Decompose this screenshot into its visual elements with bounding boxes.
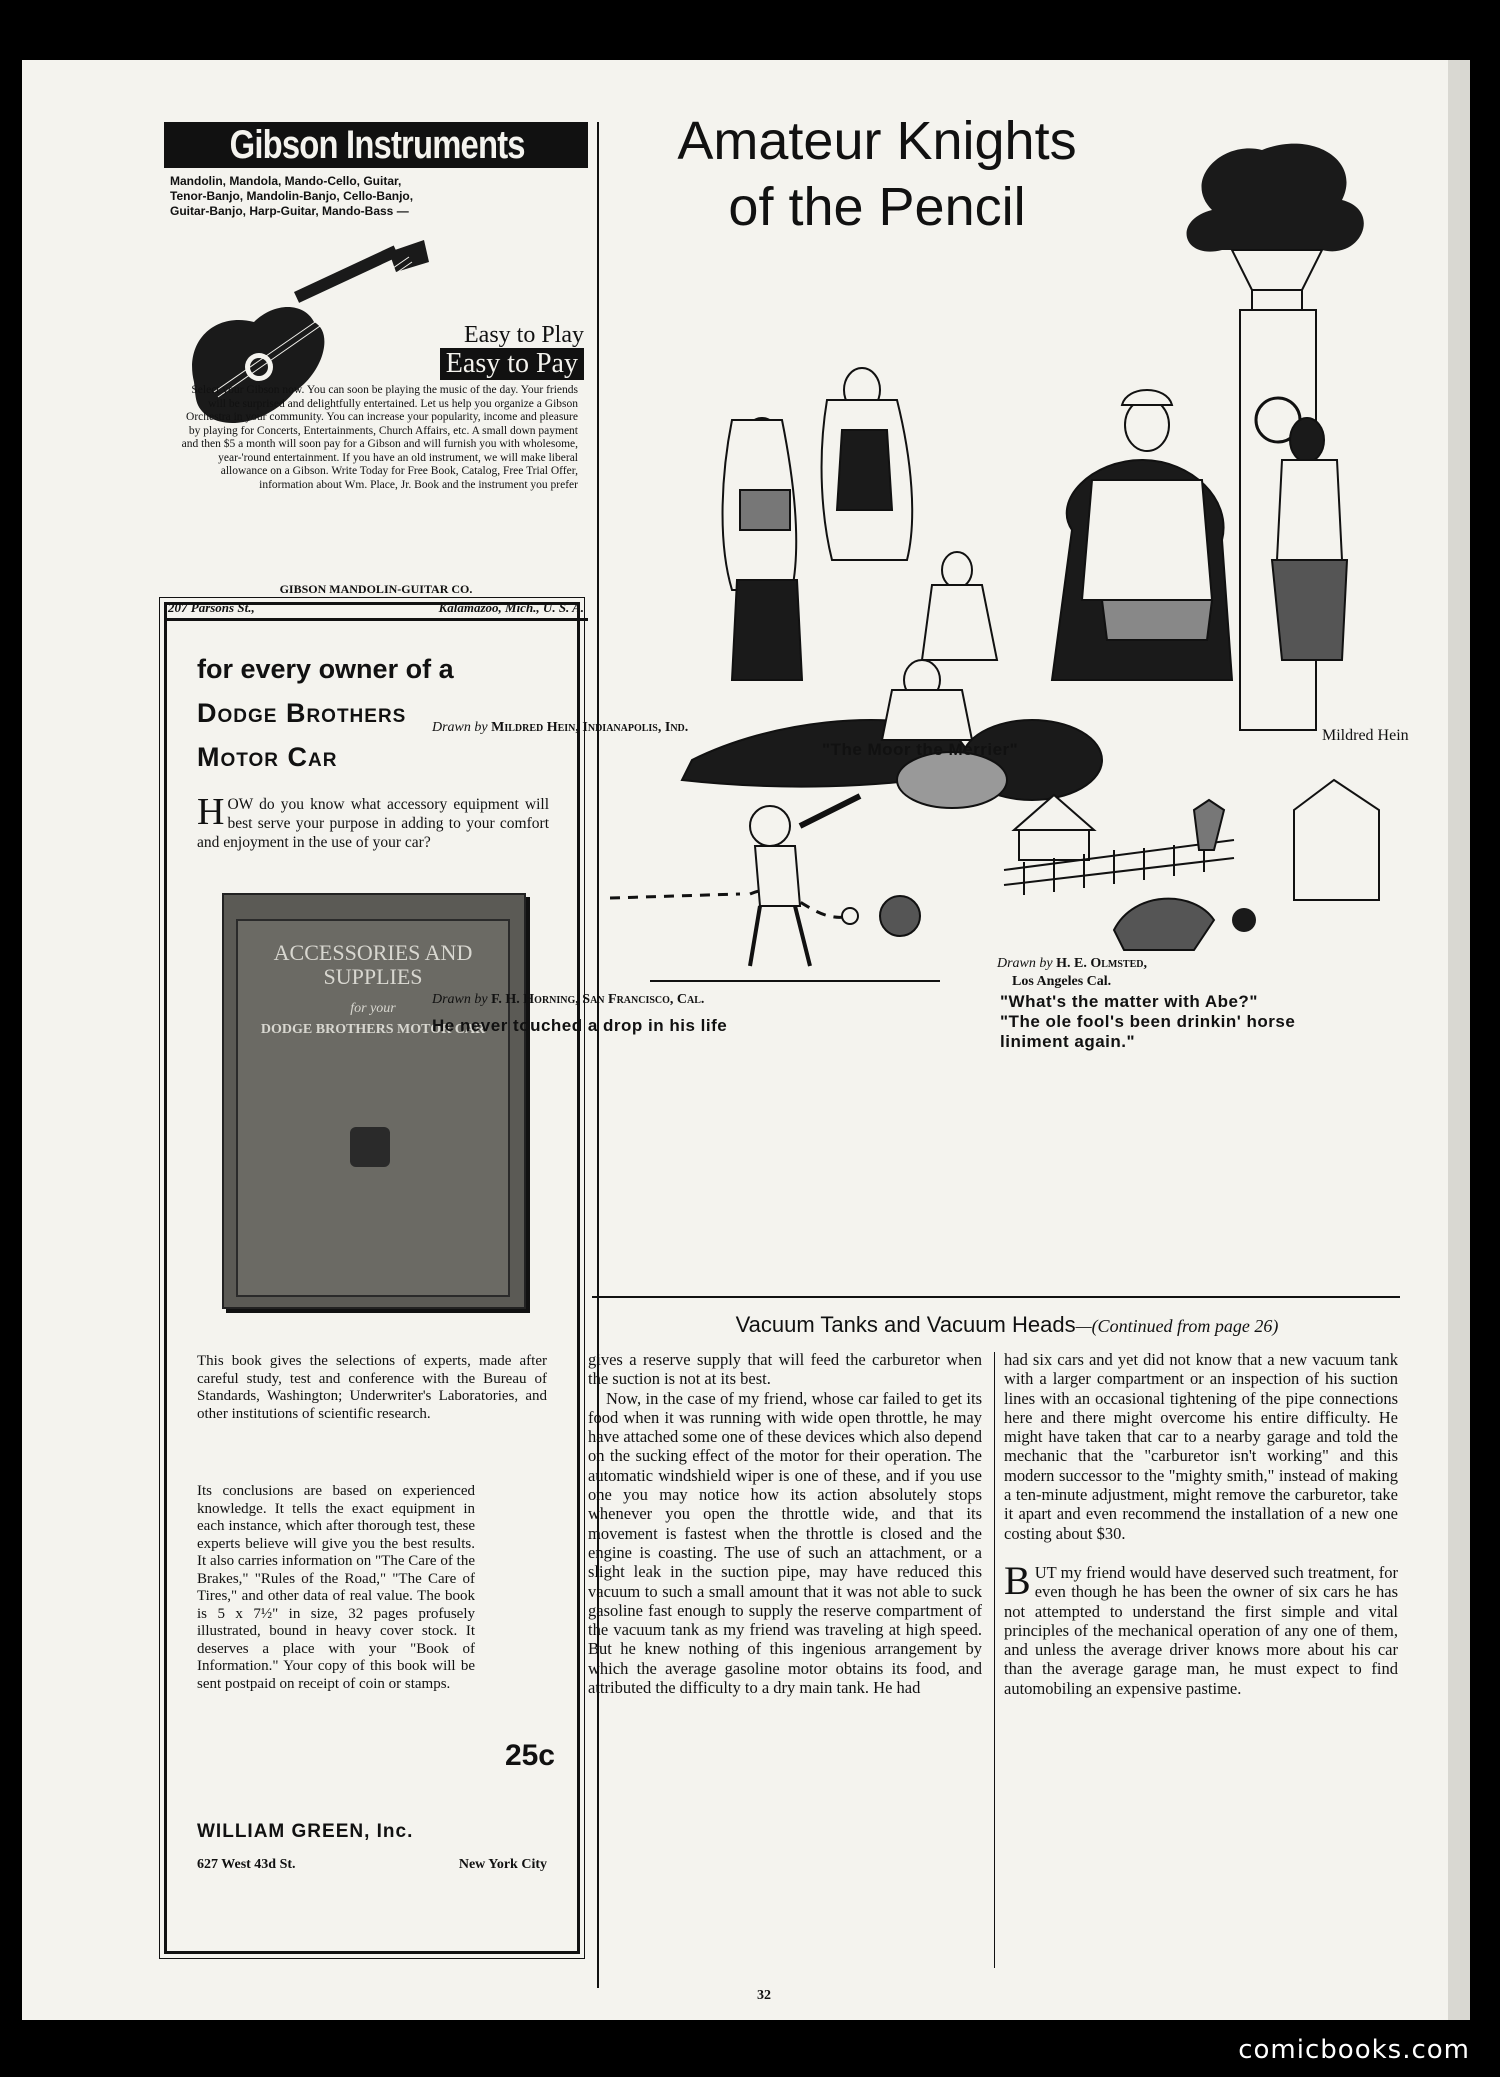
dodge-street: 627 West 43d St. [197,1857,296,1872]
drop-cap: B [1004,1557,1031,1603]
headline-line1: Amateur Knights [677,111,1077,171]
gibson-ad-title: Gibson Instruments [164,122,588,168]
credit-horning: Drawn by F. H. Horning, San Francisco, Cal. [432,992,705,1007]
article-paragraph: had six cars and yet did not know that a new vacuum tank with a larger compartment or an inspection of his suction lines with an occasional tightening of the pipe connections here and there might overcome his entire difficulty. He might have taken that car to a nearby garage and told the mechanic that the "carburetor isn't working" and this modern successor to the "mighty smith," instead of making a ten-minute adjustment, might remove the carburetor, take it apart and even recommend the installation of a new one costing about $30. [1004,1350,1398,1543]
dodge-address [197,1857,547,1873]
dodge-paragraph-1: This book gives the selections of experts, made after careful study, test and conference with the Bureau of Standards, Washington; Underwriter's Laboratories, and other institutions of scientific research. [197,1353,547,1422]
drop-cap: H [197,791,225,833]
gibson-street: 207 Parsons St., [168,600,255,615]
article-column-right [1004,1350,1398,1698]
headline-line2: of the Pencil [728,177,1026,237]
gibson-city: Kalamazoo, Mich., U. S. A. [438,600,584,615]
book-cover-title: ACCESSORIES AND SUPPLIES [273,940,473,989]
accessories-book-image [222,893,526,1309]
credit-olmsted: Drawn by H. E. Olmsted, [997,956,1147,971]
caption-abe-line1: "What's the matter with Abe?" [1000,992,1258,1011]
gibson-ad [164,122,588,621]
article-paragraph: Now, in the case of my friend, whose car failed to get its food when it was running with wide open throttle, he may have attached some one of these devices which also depend on the sucking effect of the motor for their operation. The automatic windshield wiper is one of these, and if you use one you may notice how its action absolutely stops whenever you open the throttle wide, and that its movement is fastest when the throttle is closed and the engine is coasting. The use of such an attachment, or a slight leak in the suction pipe, may have reduced this vacuum to such a small amount that it was not able to suck gasoline fast enough to supply the reserve compartment of the vacuum tank as my friend was traveling at high speed. But he knew nothing of this ingenious arrangement by which the average gasoline motor obtains its food, and attributed the difficulty to a dry main tank. He had [588,1388,982,1698]
book-cover-for: for your [350,1001,396,1016]
dodge-title-line3: Motor Car [197,742,338,772]
article-heading [612,1312,1402,1338]
dodge-paragraph-2: Its conclusions are based on experienced knowledge. It tells the exact equipment in each instance, which after thorough test, these experts believe will give you the best results. It also carries information on "The Care of the Brakes," "Rules of the Road," "The Care of Tires," and other data of real value. The book is 5 x 7½" in size, 32 pages profusely illustrated, bound in heavy cover stock. It deserves a place with your "Book of Information." Your copy of this book will be sent postpaid on receipt of coin or stamps. [197,1483,475,1692]
section-divider [592,1296,1400,1298]
article-title: Vacuum Tanks and Vacuum Heads [735,1312,1076,1337]
magazine-page [22,60,1470,2020]
article-column-left [588,1350,982,1697]
gibson-instrument-list: Mandolin, Mandola, Mando-Cello, Guitar, Tenor-Banjo, Mandolin-Banjo, Cello-Banjo, Guitar-Banjo, Harp-Guitar, Mando-Bass — [170,174,414,218]
gibson-slogan-pay: Easy to Pay [440,348,584,380]
dodge-question-text: OW do you know what accessory equipment will best serve your purpose in adding to your comfort and enjoyment in the use of your car? [197,796,549,851]
page-spine [1448,60,1470,2020]
farm-cartoon [994,770,1382,970]
dodge-company: WILLIAM GREEN, Inc. [197,1821,414,1842]
artist-signature: Mildred Hein [1322,727,1409,744]
article-paragraph: gives a reserve supply that will feed the carburetor when the suction is not at its best. [588,1350,982,1389]
book-cover-subtitle: DODGE BROTHERS MOTOR CAR [260,1022,486,1037]
article-continued: —(Continued from page 26) [1075,1316,1279,1336]
gibson-ad-body: Select your Gibson now. You can soon be playing the music of the day. Your friends will be surprised and delightfully entertained. Let us help you organize a Gibson Orchestra in your community. You can increase your popularity, income and pleasure by playing for Concerts, Entertainments, Church Affairs, etc. A small down payment and then $5 a month will soon pay for a Gibson and will furnish you with wholesome, year-'round entertainment. If you have an old instrument, we will make liberal allowance on a Gibson. Write Today for Free Book, Catalog, Free Trial Offer, information about Wm. Place, Jr. Book and the instrument you prefer [181,384,578,491]
dodge-question [197,791,549,852]
caption-never-touched: He never touched a drop in his life [432,1016,728,1035]
credit-olmsted-place: Los Angeles Cal. [1012,974,1112,989]
article-paragraph: BUT my friend would have deserved such treatment, for even though he has been the owner of six cars he has not attempted to understand the first simple and vital principles of the mechanical operation of any one of them, and unless the average driver knows more about his car than the average garage man, he must expect to find automobiling an expensive pastime. [1004,1557,1398,1698]
caption-abe-line3: liniment again." [1000,1032,1136,1051]
page-number: 32 [757,1988,771,2003]
dodge-title-line1: for every owner of a [197,654,454,684]
article-column-divider [994,1352,995,1968]
caption-moor-merrier: "The Moor the Merrier" [822,740,1019,759]
credit-hein: Drawn by Mildred Hein, Indianapolis, Ind. [432,720,689,735]
site-watermark: comicbooks.com [1238,2035,1470,2065]
gibson-company: GIBSON MANDOLIN-GUITAR CO. [279,582,473,596]
dodge-title-line2: Dodge Brothers [197,698,407,728]
column-divider [597,122,599,1988]
baseball-cartoon [610,766,980,1012]
dodge-ad-title [197,647,557,779]
caption-abe-line2: "The ole fool's been drinkin' horse [1000,1012,1296,1031]
dodge-city: New York City [458,1857,547,1872]
dodge-price: 25c [504,1739,555,1772]
gibson-slogan-play: Easy to Play [464,322,584,348]
dodge-ad [164,602,580,1954]
book-clasp [350,1127,390,1167]
